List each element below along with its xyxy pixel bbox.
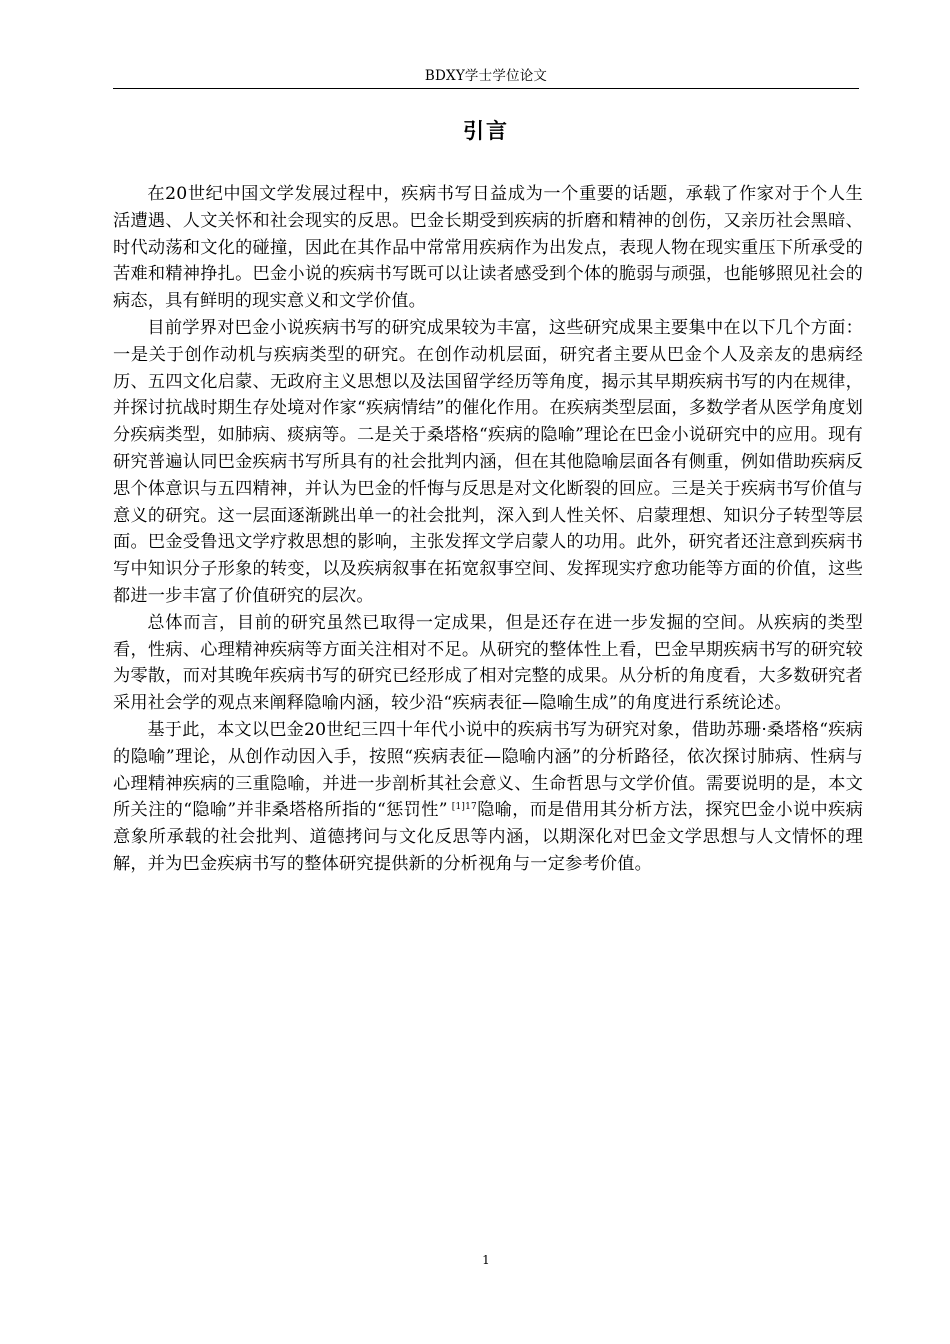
paragraph-2: 目前学界对巴金小说疾病书写的研究成果较为丰富，这些研究成果主要集中在以下几个方面：一是关于创作动机与疾病类型的研究。在创作动机层面，研究者主要从巴金个人及亲友的患病经历、五四文化启蒙、无政府主义思想以及法国留学经历等角度，揭示其早期疾病书写的内在规律，并探讨抗战时期生存处境对作家“疾病情结”的催化作用。在疾病类型层面，多数学者从医学角度划分疾病类型，如肺病、痰病等。二是关于桑塔格“疾病的隐喻”理论在巴金小说研究中的应用。现有研究普遍认同巴金疾病书写所具有的社会批判内涵，但在其他隐喻层面各有侧重，例如借助疾病反思个体意识与五四精神，并认为巴金的忏悔与反思是对文化断裂的回应。三是关于疾病书写价值与意义的研究。这一层面逐渐跳出单一的社会批判，深入到人性关怀、启蒙理想、知识分子转型等层面。巴金受鲁迅文学疗救思想的影响，主张发挥文学启蒙人的功用。此外，研究者还注意到疾病书写中知识分子形象的转变，以及疾病叙事在拓宽叙事空间、发挥现实疗愈功能等方面的价值，这些都进一步丰富了价值研究的层次。 xyxy=(113,317,863,606)
running-header: BDXY学士学位论文 xyxy=(424,68,548,84)
body-text xyxy=(113,181,863,878)
paragraph-4 xyxy=(113,717,863,878)
paragraph-4-text-before: 基于此，本文以巴金20世纪三四十年代小说中的疾病书写为研究对象，借助苏珊·桑塔格“疾病的隐喻”理论，从创作动因入手，按照“疾病表征—隐喻内涵”的分析路径，依次探讨肺病、性病与心理精神疾病的三重隐喻，并进一步剖析其社会意义、生命哲思与文学价值。需要说明的是，本文所关注的“隐喻”并非桑塔格所指的“惩罚性” xyxy=(113,719,863,821)
paragraph-4-text-after: 隐喻，而是借用其分析方法，探究巴金小说中疾病意象所承载的社会批判、道德拷问与文化反思等内涵，以期深化对巴金文学思想与人文情怀的理解，并为巴金疾病书写的整体研究提供新的分析视角与一定参考价值。 xyxy=(113,800,863,874)
citation-superscript: [1]17 xyxy=(451,801,477,812)
section-title: 引言 xyxy=(463,119,509,143)
paragraph-1: 在20世纪中国文学发展过程中，疾病书写日益成为一个重要的话题，承载了作家对于个人生活遭遇、人文关怀和社会现实的反思。巴金长期受到疾病的折磨和精神的创伤，又亲历社会黑暗、时代动荡和文化的碰撞，因此在其作品中常常用疾病作为出发点，表现人物在现实重压下所承受的苦难和精神挣扎。巴金小说的疾病书写既可以让读者感受到个体的脆弱与顽强，也能够照见社会的病态，具有鲜明的现实意义和文学价值。 xyxy=(113,184,863,312)
page-number: 1 xyxy=(482,1253,490,1267)
paragraph-3: 总体而言，目前的研究虽然已取得一定成果，但是还存在进一步发掘的空间。从疾病的类型看，性病、心理精神疾病等方面关注相对不足。从研究的整体性上看，巴金早期疾病书写的研究较为零散，而对其晚年疾病书写的研究已经形成了相对完整的成果。从分析的角度看，大多数研究者采用社会学的观点来阐释隐喻内涵，较少沿“疾病表征—隐喻生成”的角度进行系统论述。 xyxy=(113,612,863,714)
header-divider xyxy=(113,88,859,89)
